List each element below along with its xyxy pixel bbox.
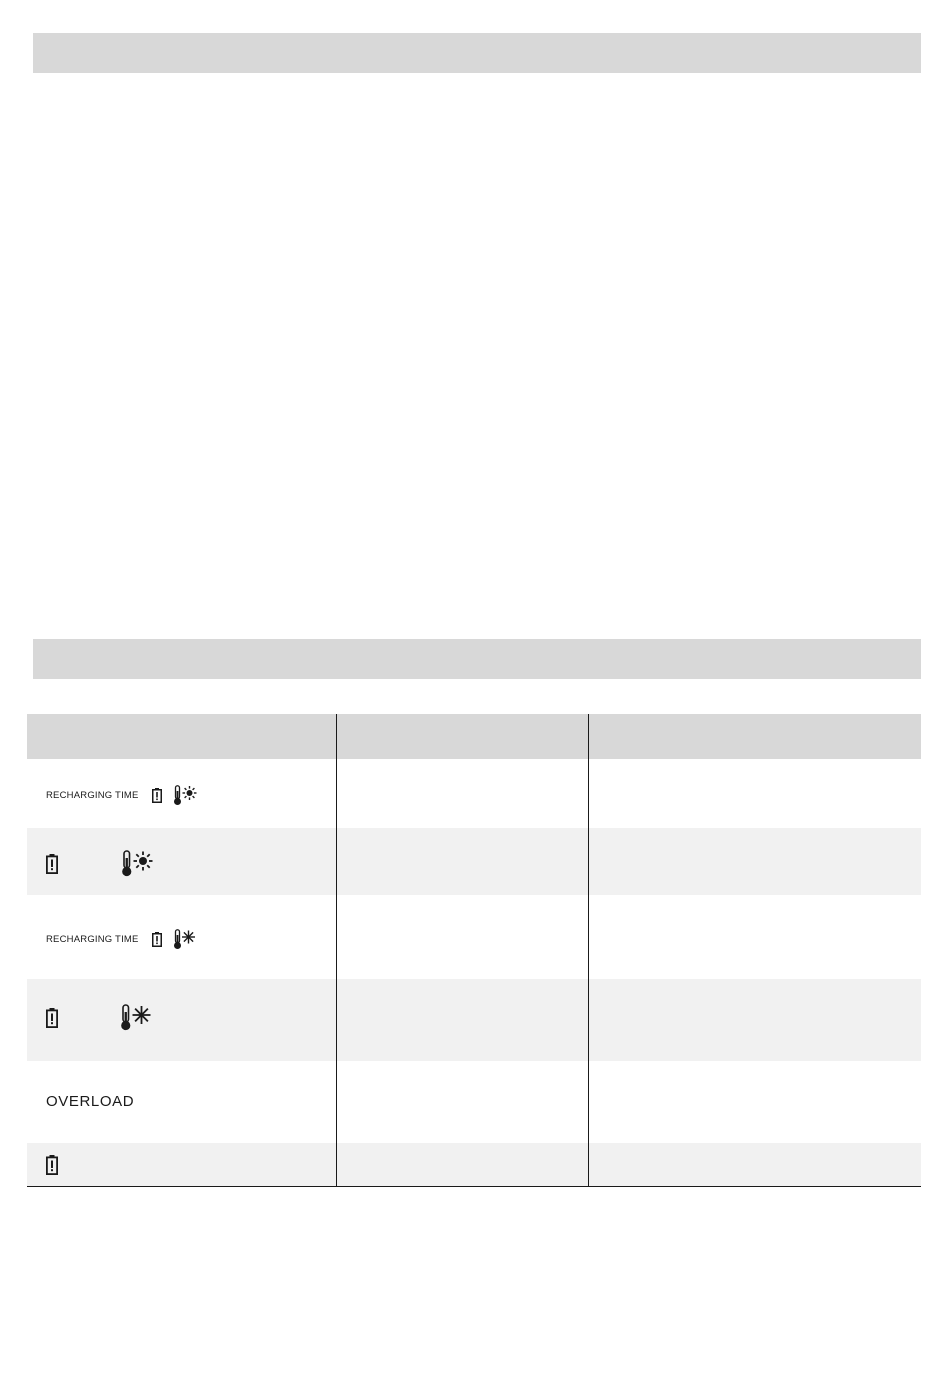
column-divider — [588, 714, 589, 1187]
table-bottom-rule — [27, 1186, 921, 1187]
thermometer-hot-icon — [121, 850, 153, 877]
indicator-cell — [46, 929, 195, 950]
table-header-row — [27, 714, 921, 759]
battery-alert-icon — [152, 932, 162, 947]
battery-alert-icon — [46, 854, 58, 874]
table-row-battery-cold — [27, 979, 921, 1061]
indicator-cell — [46, 1155, 58, 1175]
thermometer-cold-icon — [173, 929, 195, 950]
table-row-battery — [27, 1143, 921, 1186]
section-header-bar-top — [33, 33, 921, 73]
indicator-cell — [46, 1004, 151, 1031]
indicator-cell — [46, 850, 153, 877]
recharging-time-label: RECHARGING TIME — [46, 790, 139, 801]
table-row-overload — [27, 1061, 921, 1143]
battery-alert-icon — [46, 1155, 58, 1175]
table-row-recharging-cold — [27, 895, 921, 979]
column-divider — [336, 714, 337, 1187]
battery-alert-icon — [152, 788, 162, 803]
table-row-battery-hot — [27, 828, 921, 895]
recharging-time-label: RECHARGING TIME — [46, 934, 139, 945]
indicator-cell — [46, 1093, 134, 1110]
thermometer-cold-icon — [120, 1004, 151, 1031]
table-row-recharging-hot — [27, 759, 921, 828]
battery-alert-icon — [46, 1008, 58, 1028]
section-header-bar-troubleshooting — [33, 639, 921, 679]
indicator-table — [27, 714, 921, 1187]
indicator-cell — [46, 785, 197, 806]
overload-label: OVERLOAD — [46, 1093, 135, 1110]
thermometer-hot-icon — [173, 785, 197, 806]
